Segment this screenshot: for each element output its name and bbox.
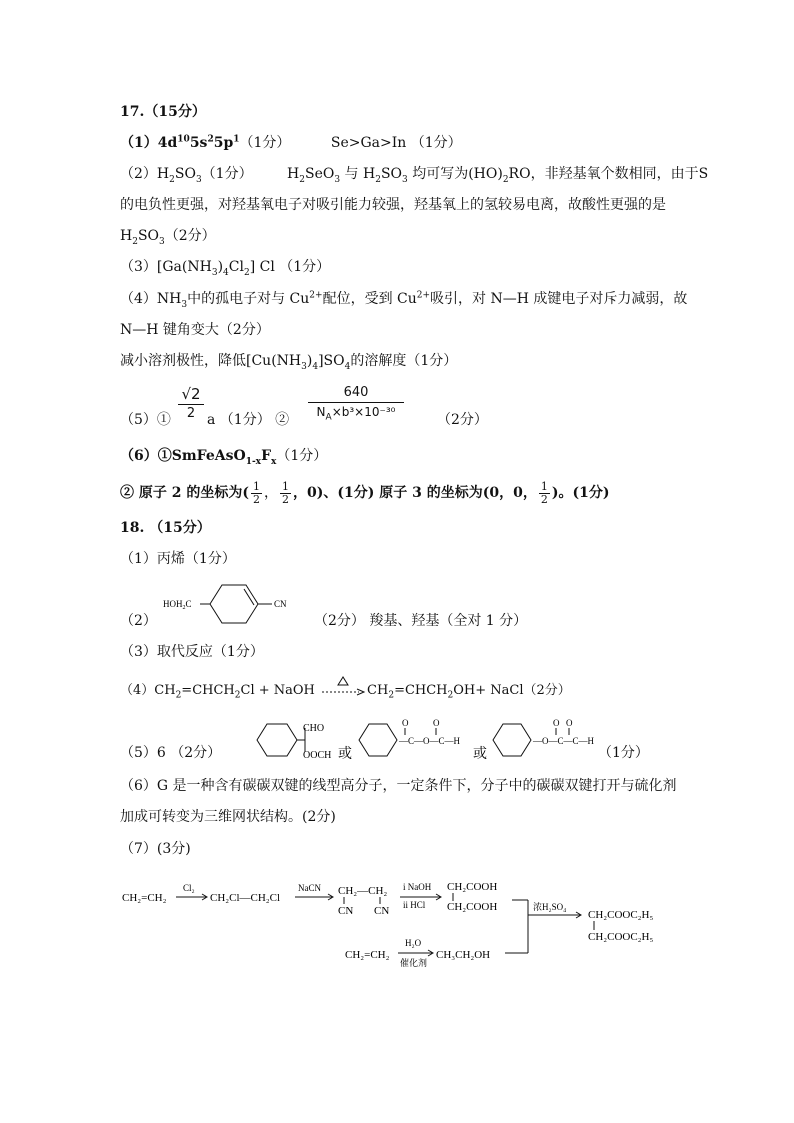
svg-text:CN: CN bbox=[274, 599, 287, 609]
svg-text:O: O bbox=[433, 718, 440, 728]
svg-text:H₂O: H₂O bbox=[405, 938, 422, 948]
svg-text:CH₂COOH: CH₂COOH bbox=[447, 881, 498, 893]
q18-part5-score: （1分） bbox=[598, 745, 649, 761]
q17-part4: $(4)NH_3$中的孤电子对与 $Cu^{2+}$配位，受到 $Cu^{2+}$吸引，对 N—H 成键电子对斥力减弱，故 bbox=[120, 290, 688, 310]
svg-text:CH₂—CH₂: CH₂—CH₂ bbox=[338, 885, 388, 897]
svg-text:HOH2C: $HOH_2C$ bbox=[163, 599, 192, 611]
heat-arrow bbox=[319, 676, 367, 705]
q17-heading: 17.（15分） bbox=[120, 104, 206, 120]
q18-part3: （3）取代反应（1分） bbox=[120, 644, 264, 660]
q17-part2: $(2)H_2SO_3(1$分） $H_2SeO_3$ 与 $H_2SO_3$ 均可写为$(HO)_2RO$，非羟基氧个数相同，由于S bbox=[120, 166, 709, 185]
q18-part6-cont: 加成可转变为三维网状结构。(2分) bbox=[120, 809, 336, 825]
q18-isomer-structures bbox=[255, 716, 655, 764]
svg-text:或: 或 bbox=[338, 747, 352, 762]
q17-part3: $(3)[Ga(NH_3)_4Cl_2]$ Cl （1分） bbox=[120, 259, 331, 278]
svg-text:CH₂COOC₂H₅: CH₂COOC₂H₅ bbox=[588, 931, 654, 943]
svg-text:i NaOH: i NaOH bbox=[403, 882, 432, 892]
q18-part6: （6）G 是一种含有碳碳双键的线型高分子，一定条件下，分子中的碳碳双键打开与硫化剂 bbox=[120, 778, 677, 794]
svg-text:CHO: CHO bbox=[303, 723, 325, 734]
svg-text:浓H₂SO₄: 浓H₂SO₄ bbox=[533, 902, 567, 912]
svg-text:CN: CN bbox=[374, 905, 390, 917]
q17-part2-end: $H_2SO_3(2$分） bbox=[120, 228, 216, 247]
q18-part1: （1）丙烯（1分） bbox=[120, 551, 236, 567]
q17-part2-cont: 的电负性更强，对羟基氧电子对吸引能力较强，羟基氧上的氢较易电离，故酸性更强的是 bbox=[120, 197, 666, 213]
svg-text:ii HCl: ii HCl bbox=[403, 900, 426, 910]
svg-text:CN: CN bbox=[338, 905, 354, 917]
q18-part2-label: （2） bbox=[120, 613, 157, 629]
svg-text:—C—O—C—H: —C—O—C—H bbox=[399, 736, 461, 746]
q18-heading: 18. （15分） bbox=[120, 520, 211, 536]
q17-part5-b: a （1分） ② bbox=[207, 412, 290, 428]
svg-text:CH₂COOH: CH₂COOH bbox=[447, 901, 498, 913]
svg-text:CH₂=CH₂: CH₂=CH₂ bbox=[345, 949, 390, 961]
q17-density-fraction: 640 $N_A\times b^3\times 10^{-30}$ bbox=[308, 384, 404, 421]
q17-part5-score: （2分） bbox=[437, 412, 488, 428]
q18-part7: （7）(3分) bbox=[120, 841, 191, 857]
q18-part4: $(4)CH_2=CHCH_2Cl$ + NaOH $CH_2=CHCH_2OH+$ NaCl（2分） bbox=[120, 676, 571, 705]
svg-text:CH₂=CH₂: CH₂=CH₂ bbox=[122, 892, 167, 904]
q17-part5: （5）① bbox=[120, 412, 171, 428]
svg-text:—O—C—C—H: —O—C—C—H bbox=[533, 736, 595, 746]
svg-text:催化剂: 催化剂 bbox=[400, 958, 428, 968]
svg-text:OOCH: OOCH bbox=[303, 750, 332, 761]
q17-part1: $(1)4d^{10}5s^25p^1(1$分） Se>Ga>In （1分） bbox=[120, 134, 462, 151]
svg-text:O: O bbox=[553, 718, 560, 728]
svg-text:CH₃CH₂OH: CH₃CH₂OH bbox=[436, 949, 491, 961]
q18-part5: （5）6 （2分） bbox=[120, 745, 222, 761]
q18-part2-text: （2分） 羧基、羟基（全对 1 分） bbox=[314, 613, 528, 629]
svg-text:CH₂COOC₂H₅: CH₂COOC₂H₅ bbox=[588, 909, 654, 921]
q17-part4-cont: N—H 键角变大（2分） bbox=[120, 322, 270, 338]
svg-text:或: 或 bbox=[473, 747, 487, 762]
q17-part6-coords: ② 原子 2 的坐标为( $\frac{1}{2}$ ， $\frac{1}{2}$ ，0)、(1分) 原子 3 的坐标为(0，0， $\frac{1}{2}$ )。(1分) bbox=[120, 479, 610, 506]
svg-text:O: O bbox=[566, 718, 573, 728]
q17-part4-extra: 减小溶剂极性，降低$[Cu(NH_3)_4]SO_4$的溶解度（1分） bbox=[120, 353, 458, 372]
svg-text:NaCN: NaCN bbox=[298, 883, 321, 893]
svg-text:Cl₂: Cl₂ bbox=[183, 883, 195, 893]
q17-part6: $(6)①SmFeAsO_{1-x}F_x(1$分） bbox=[120, 448, 328, 467]
svg-text:O: O bbox=[402, 718, 409, 728]
svg-text:CH₂Cl—CH₂Cl: CH₂Cl—CH₂Cl bbox=[210, 892, 281, 904]
q18-structure-cyclohexene bbox=[160, 580, 300, 630]
q17-sqrt2-fraction: √2 2 bbox=[178, 384, 204, 423]
synthesis-scheme bbox=[0, 870, 794, 970]
